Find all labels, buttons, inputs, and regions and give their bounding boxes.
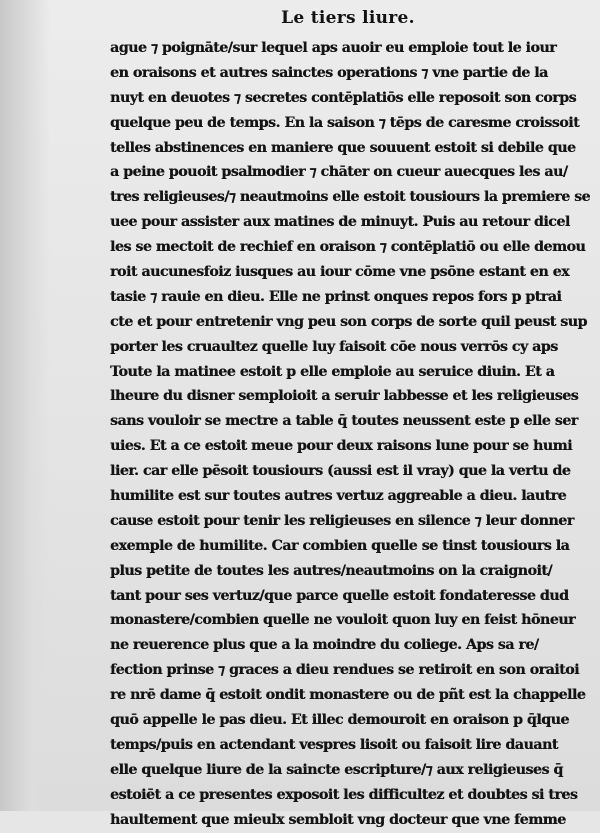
- text-line: re nrē dame q̄ estoit ondit monastere ou de pñt est la chappelle: [110, 687, 586, 704]
- text-line: exemple de humilite. Car combien quelle se tinst tousiours la: [110, 537, 570, 554]
- text-line: tant pour ses vertuz/que parce quelle estoit fondateresse dud: [110, 587, 569, 604]
- text-line: tres religieuses/⁊ neautmoins elle estoit tousiours la premiere se: [110, 189, 590, 206]
- text-line: fection prinse ⁊ graces a dieu rendues se retiroit en son oraitoi: [110, 662, 580, 679]
- text-line: humilite est sur toutes autres vertuz aggreable a dieu. lautre: [110, 488, 567, 505]
- text-line: ague ⁊ poignāte/sur lequel aps auoir eu emploie tout le iour: [110, 40, 557, 56]
- text-line: cte et pour entretenir vng peu son corps de sorte quil peust sup: [110, 313, 587, 330]
- text-line: estoiēt a ce presentes exposoit les difficultez et doubtes si tres: [110, 786, 578, 803]
- text-line: telles abstinences en maniere que souuent estoit si debile que: [110, 139, 576, 156]
- text-line: cause estoit pour tenir les religieuses en silence ⁊ leur donner: [110, 512, 574, 529]
- text-line: quō appelle le pas dieu. Et illec demouroit en oraison p q̄lque: [110, 712, 569, 729]
- text-line: lier. car elle pēsoit tousiours (aussi est il vray) que la vertu de: [110, 463, 571, 480]
- text-line: uee pour assister aux matines de minuyt. Puis au retour dicel: [110, 214, 570, 231]
- text-line: Toute la matinee estoit p elle emploie au seruice diuin. Et a: [110, 363, 555, 380]
- text-line: temps/puis en actendant vespres lisoit ou faisoit lire dauant: [110, 736, 558, 753]
- page-gutter-shadow: [0, 0, 50, 811]
- text-line: lheure du disner semploioit a seruir labbesse et les religieuses: [110, 388, 579, 405]
- text-line: porter les cruaultez quelle luy faisoit cōe nous verrōs cy aps: [110, 338, 558, 355]
- text-line: roit aucunesfoiz iusques au iour cōme vne psōne estant en ex: [110, 264, 570, 281]
- text-line: uies. Et a ce estoit meue pour deux raisons lune pour se humi: [110, 438, 572, 455]
- text-line: monastere/combien quelle ne vouloit quon luy en feist hōneur: [110, 612, 576, 629]
- text-line: plus petite de toutes les autres/neautmoins on la craignoit/: [110, 562, 553, 579]
- text-line: elle quelque liure de la saincte escripture/⁊ aux religieuses q̄: [110, 761, 563, 778]
- running-head-text: Le tiers liure.: [281, 8, 415, 28]
- text-line: a peine pouoit psalmodier ⁊ chāter on cueur auecques les au/: [110, 164, 568, 181]
- text-line: en oraisons et autres sainctes operations ⁊ vne partie de la: [110, 64, 548, 81]
- text-line: ne reuerence plus que a la moindre du coliege. Aps sa re/: [110, 637, 539, 654]
- text-line: sans vouloir se mectre a table q̄ toutes neussent este p elle ser: [110, 413, 578, 430]
- running-head: [0, 8, 600, 28]
- body-text: [110, 36, 590, 833]
- text-line: nuyt en deuotes ⁊ secretes contēplatiōs elle reposoit son corps: [110, 89, 577, 106]
- text-line: quelque peu de temps. En la saison ⁊ tēps de caresme croissoit: [110, 114, 580, 131]
- text-line: haultement que mieulx sembloit vng docteur que vne femme: [110, 811, 566, 828]
- text-line: les se mectoit de rechief en oraison ⁊ contēplatiō ou elle demou: [110, 239, 586, 256]
- text-line: tasie ⁊ rauie en dieu. Elle ne prinst onques repos fors p ptrai: [110, 288, 562, 305]
